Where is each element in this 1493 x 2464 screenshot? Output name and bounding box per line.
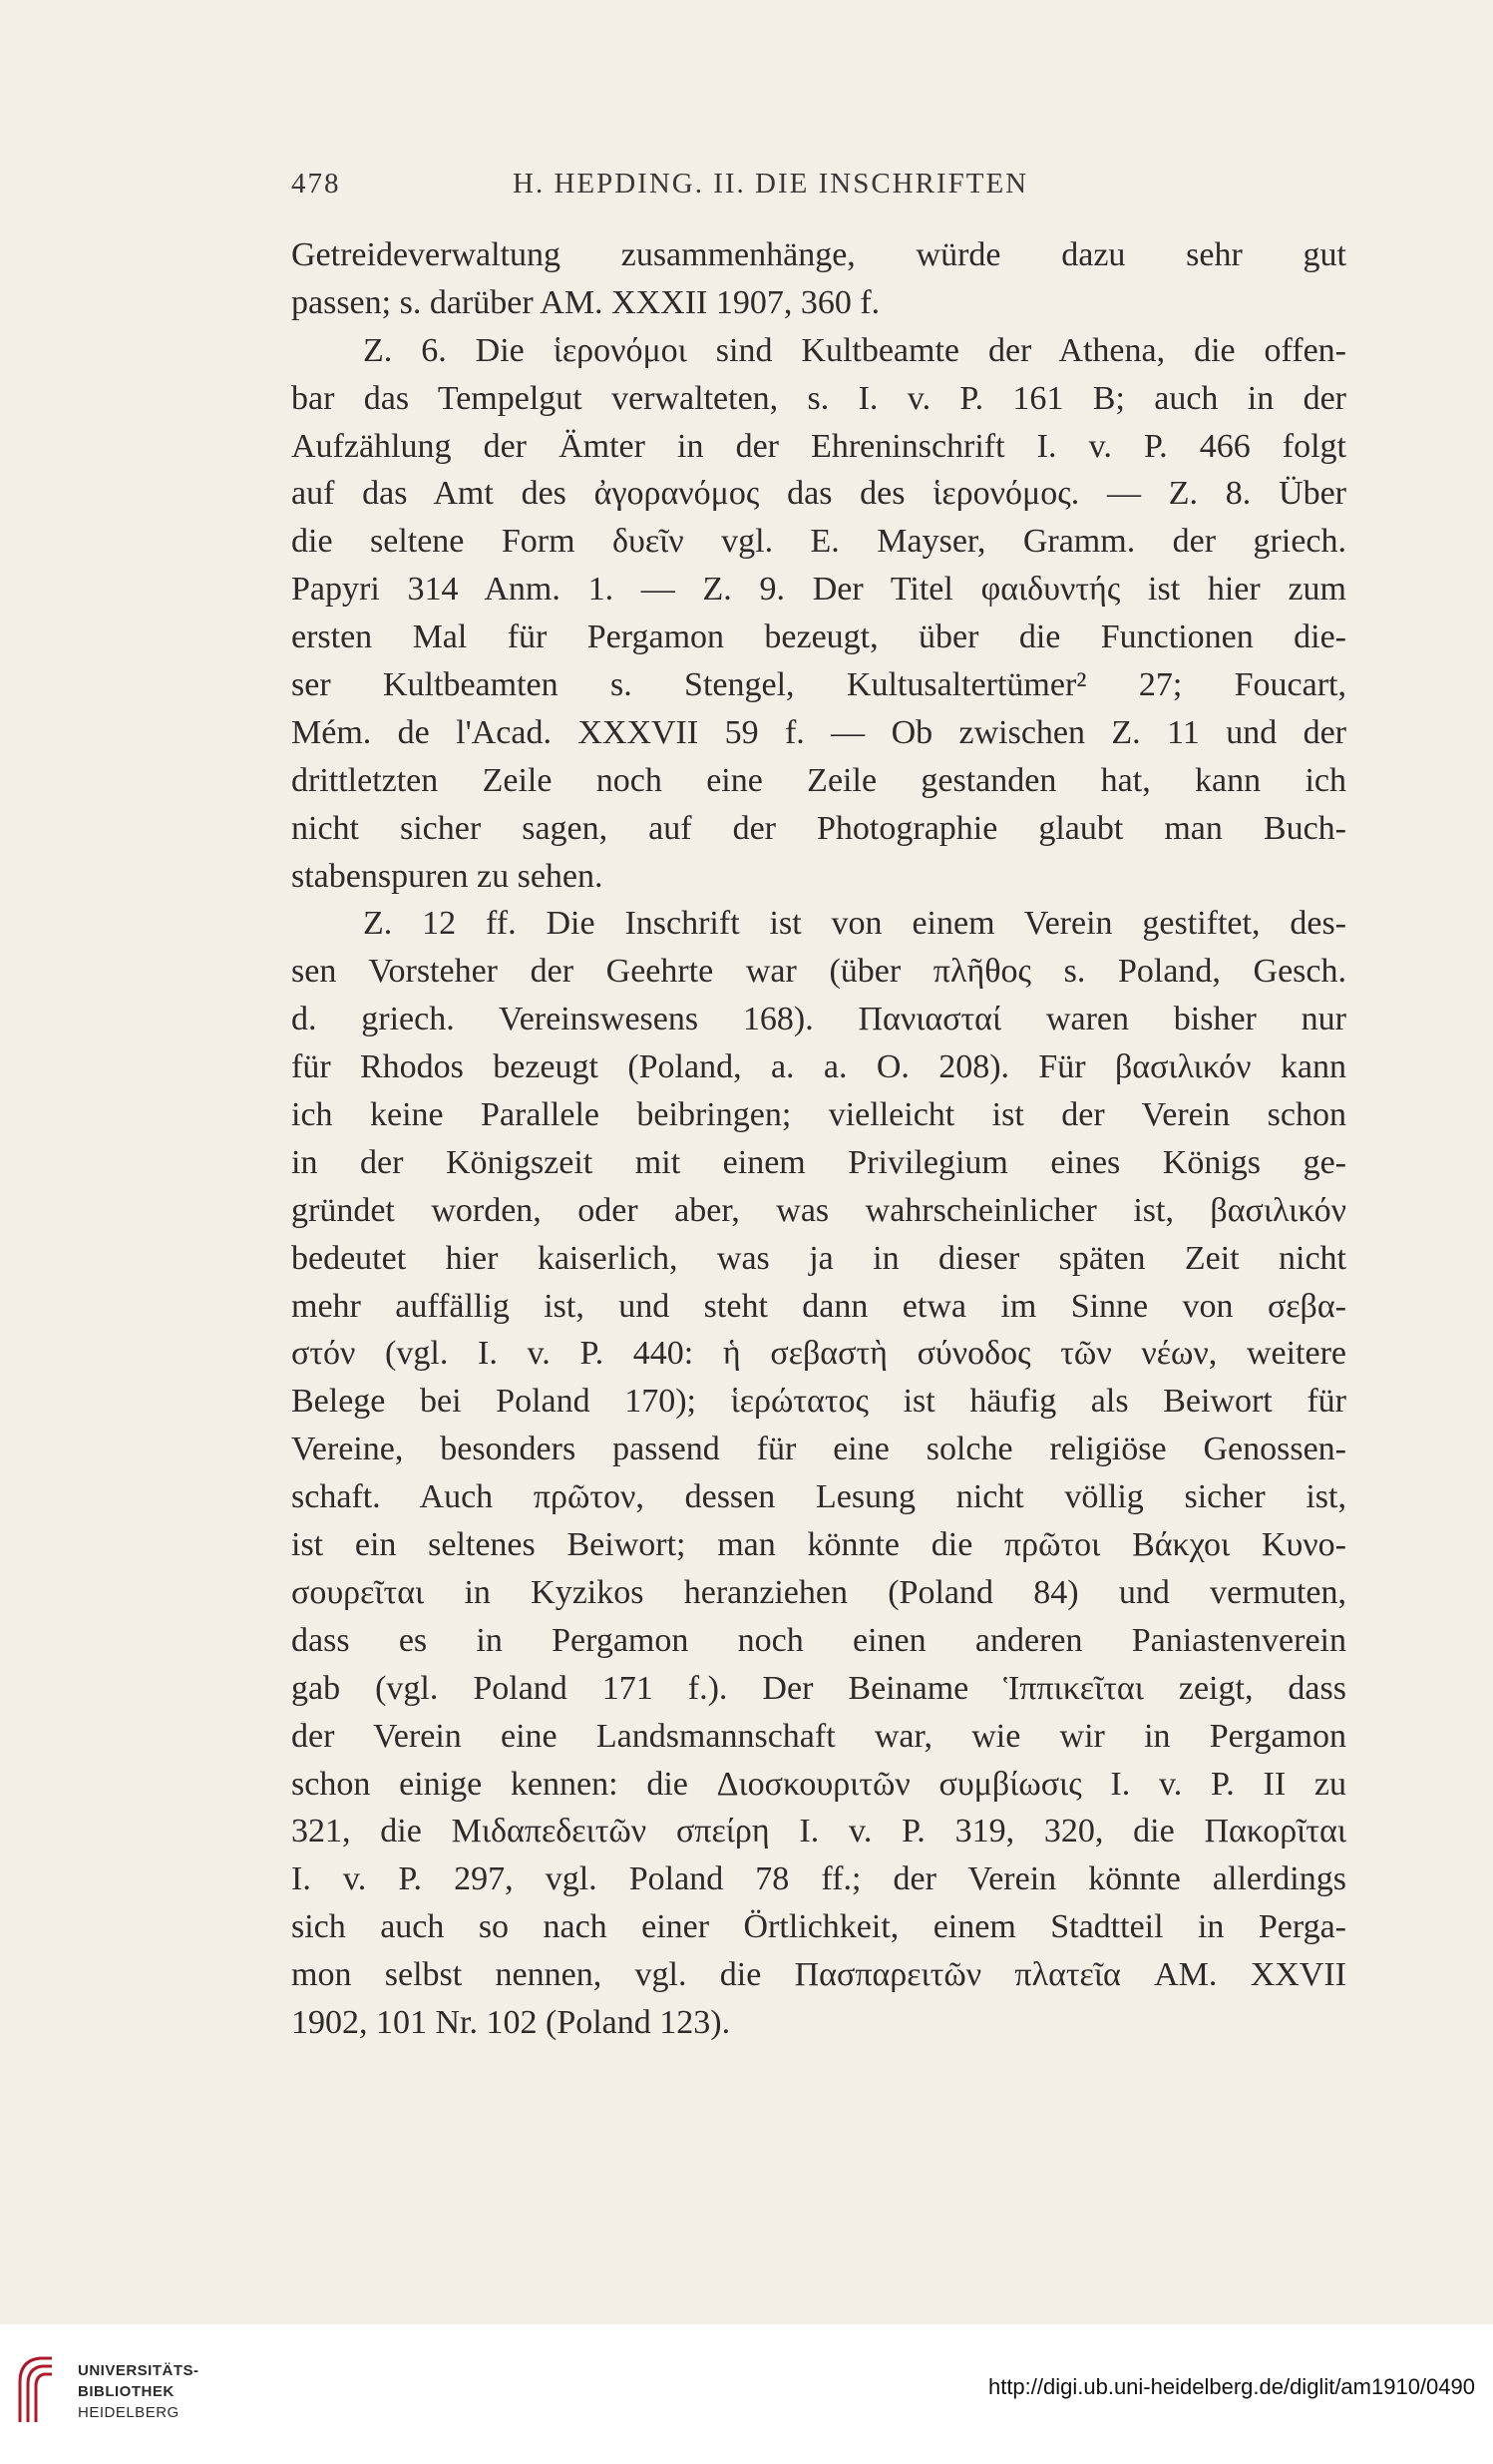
running-head: [291, 168, 1358, 204]
text-line: ser Kultbeamten s. Stengel, Kultusaltertümer² 27; Foucart,: [291, 666, 1346, 704]
text-line: mehr auffällig ist, und steht dann etwa im Sinne von σεβα-: [291, 1287, 1346, 1325]
university-library-logo-icon: [14, 2352, 58, 2424]
source-url-link[interactable]: http://digi.ub.uni-heidelberg.de/diglit/am1910/0490: [987, 2374, 1475, 2399]
text-line: gründet worden, oder aber, was wahrscheinlicher ist, βασιλικόν: [291, 1191, 1346, 1229]
text-line: drittletzten Zeile noch eine Zeile gestanden hat, kann ich: [291, 761, 1346, 799]
library-name-line: HEIDELBERG: [78, 2404, 180, 2421]
text-line: sen Vorsteher der Geehrte war (über πλῆθος s. Poland, Gesch.: [291, 953, 1346, 991]
text-line: gab (vgl. Poland 171 f.). Der Beiname Ἱππικεῖται zeigt, dass: [291, 1669, 1346, 1707]
text-line: bar das Tempelgut verwalteten, s. I. v. P. 161 B; auch in der: [291, 379, 1346, 417]
text-line: Mém. de l'Acad. XXXVII 59 f. — Ob zwischen Z. 11 und der: [291, 713, 1346, 751]
library-name: [78, 2360, 199, 2423]
text-line: mon selbst nennen, vgl. die Πασπαρειτῶν πλατεῖα AM. XXVII: [291, 1956, 1346, 1994]
library-name-line: BIBLIOTHEK: [78, 2383, 175, 2400]
body-text: [291, 231, 1346, 2047]
text-line: Papyri 314 Anm. 1. — Z. 9. Der Titel φαιδυντής ist hier zum: [291, 571, 1346, 609]
text-line: ist ein seltenes Beiwort; man könnte die πρῶτοι Βάκχοι Κυνο-: [291, 1526, 1346, 1564]
text-line: schon einige kennen: die Διοσκουριτῶν συμβίωσις I. v. P. II zu: [291, 1765, 1346, 1803]
text-line: 321, die Μιδαπεδειτῶν σπείρη I. v. P. 319, 320, die Πακορῖται: [291, 1813, 1346, 1850]
text-line: stabenspuren zu sehen.: [291, 857, 603, 895]
text-line: Vereine, besonders passend für eine solche religiöse Genossen-: [291, 1431, 1346, 1468]
text-line: στόν (vgl. I. v. P. 440: ἡ σεβαστὴ σύνοδος τῶν νέων, weitere: [291, 1335, 1346, 1373]
text-line: der Verein eine Landsmannschaft war, wie wir in Pergamon: [291, 1717, 1346, 1755]
text-line: auf das Amt des ἀγορανόμος das des ἱερονόμος. — Z. 8. Über: [291, 475, 1346, 513]
text-line: sich auch so nach einer Örtlichkeit, einem Stadtteil in Perga-: [291, 1908, 1346, 1946]
text-line: nicht sicher sagen, auf der Photographie glaubt man Buch-: [291, 809, 1346, 847]
text-line: ich keine Parallele beibringen; vielleicht ist der Verein schon: [291, 1096, 1346, 1134]
page-number: 478: [291, 168, 341, 200]
footer-bar: [0, 2324, 1493, 2464]
running-title: H. HEPDING. II. DIE INSCHRIFTEN: [513, 168, 1029, 200]
text-line: d. griech. Vereinswesens 168). Πανιασταί waren bisher nur: [291, 1001, 1346, 1038]
text-line: für Rhodos bezeugt (Poland, a. a. O. 208). Für βασιλικόν kann: [291, 1048, 1346, 1086]
text-line: schaft. Auch πρῶτον, dessen Lesung nicht völlig sicher ist,: [291, 1478, 1346, 1516]
text-line: in der Königszeit mit einem Privilegium eines Königs ge-: [291, 1143, 1346, 1181]
text-line: Belege bei Poland 170); ἱερώτατος ist häufig als Beiwort für: [291, 1383, 1346, 1421]
text-line: die seltene Form δυεῖν vgl. E. Mayser, Gramm. der griech.: [291, 523, 1346, 561]
text-line: dass es in Pergamon noch einen anderen Paniastenverein: [291, 1621, 1346, 1659]
text-line: σουρεῖται in Kyzikos heranziehen (Poland 84) und vermuten,: [291, 1573, 1346, 1611]
text-line: Z. 6. Die ἱερονόμοι sind Kultbeamte der Athena, die offen-: [363, 331, 1346, 369]
text-line: Aufzählung der Ämter in der Ehreninschrift I. v. P. 466 folgt: [291, 427, 1346, 465]
text-line: Getreideverwaltung zusammenhänge, würde dazu sehr gut: [291, 236, 1346, 273]
text-line: Z. 12 ff. Die Inschrift ist von einem Verein gestiftet, des-: [363, 905, 1346, 943]
text-line: ersten Mal für Pergamon bezeugt, über die Functionen die-: [291, 618, 1346, 656]
text-line: bedeutet hier kaiserlich, was ja in dieser späten Zeit nicht: [291, 1239, 1346, 1277]
library-name-line: UNIVERSITÄTS-: [78, 2362, 199, 2379]
text-line: 1902, 101 Nr. 102 (Poland 123).: [291, 2003, 731, 2041]
text-line: passen; s. darüber AM. XXXII 1907, 360 f.: [291, 283, 881, 321]
text-line: I. v. P. 297, vgl. Poland 78 ff.; der Verein könnte allerdings: [291, 1860, 1346, 1898]
